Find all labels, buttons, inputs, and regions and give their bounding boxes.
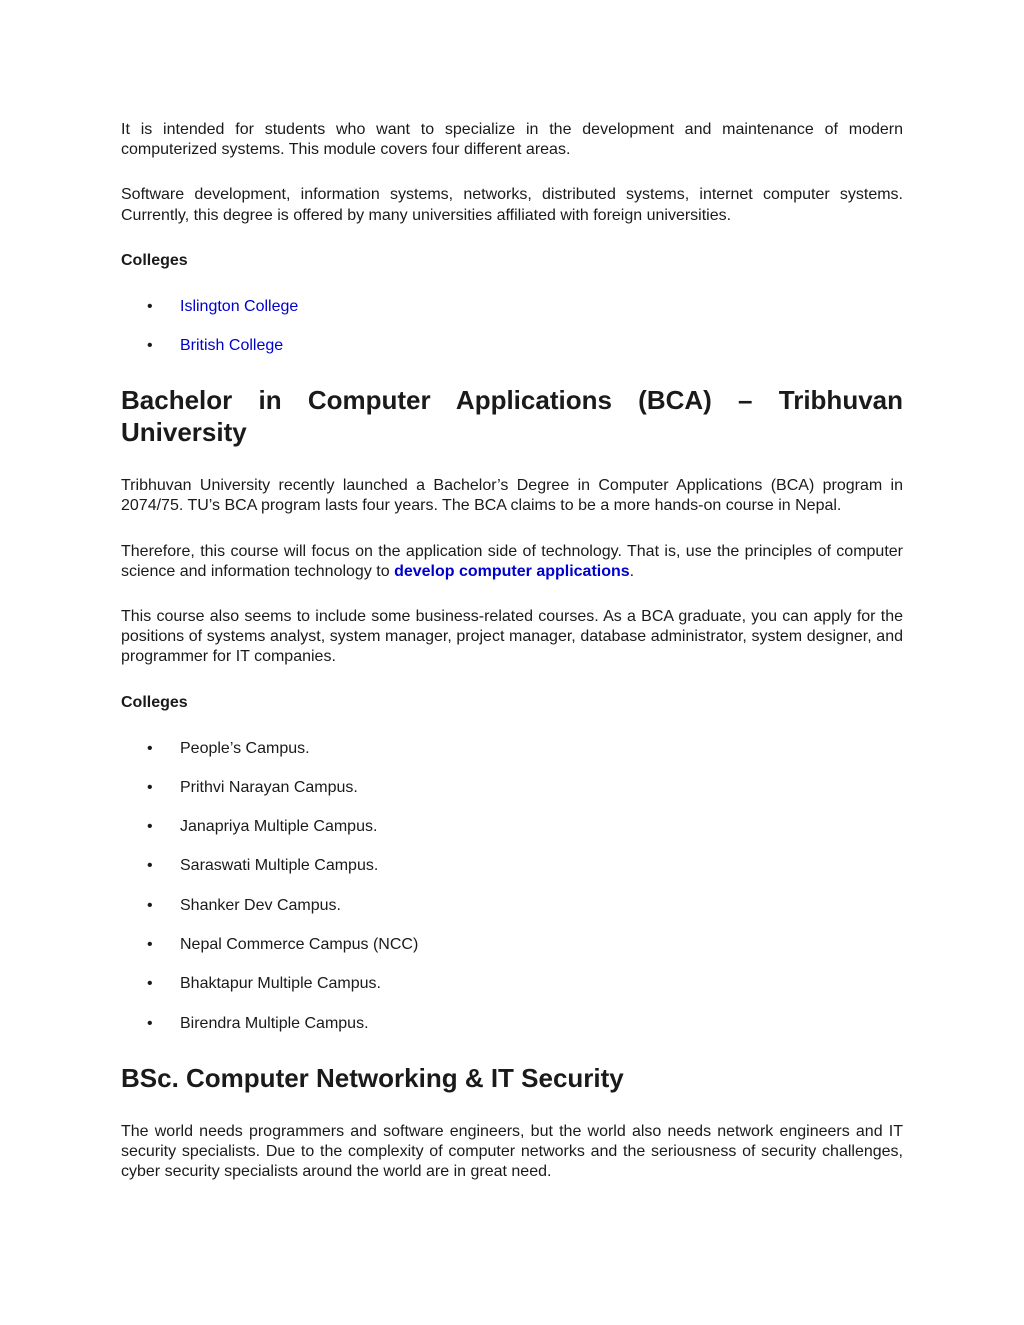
bullet-icon: • [147, 896, 153, 914]
intro-paragraph-1: It is intended for students who want to specialize in the development and maintenance of modern computerized systems. This module covers four different areas. [121, 121, 903, 159]
college-link-islington[interactable]: Islington College [180, 297, 299, 315]
bullet-icon: • [147, 1014, 153, 1032]
bullet-icon: • [147, 337, 153, 355]
college-name: Shanker Dev Campus. [180, 896, 341, 914]
college-name: People’s Campus. [180, 739, 310, 757]
list-item [121, 817, 903, 837]
list-item [121, 297, 903, 317]
bullet-icon: • [147, 936, 153, 954]
list-item [121, 856, 903, 876]
bullet-icon: • [147, 857, 153, 875]
bullet-icon: • [147, 739, 153, 757]
intro-college-list [121, 297, 903, 356]
intro-paragraph-2: Software development, information systems, networks, distributed systems, internet computer systems. Currently, this degree is offered by many universities affiliated with foreign universities. [121, 186, 903, 224]
bca-section-title: Bachelor in Computer Applications (BCA) – Tribhuvan University [121, 385, 903, 448]
college-name: Saraswati Multiple Campus. [180, 857, 379, 875]
college-name: Nepal Commerce Campus (NCC) [180, 936, 419, 954]
networking-section-title: BSc. Computer Networking & IT Security [121, 1062, 624, 1093]
colleges-heading: Colleges [121, 251, 188, 269]
bca-paragraph-3: This course also seems to include some business-related courses. As a BCA graduate, you can apply for the positions of systems analyst, system manager, project manager, database administrator, system designer, and programmer for IT companies. [121, 607, 903, 666]
develop-computer-applications-link[interactable]: develop computer applications [394, 562, 630, 580]
bca-paragraph-2 [121, 542, 903, 582]
bullet-icon: • [147, 975, 153, 993]
list-item [121, 778, 903, 798]
bca-paragraph-2-text: Therefore, this course will focus on the application side of technology. That is, use the principles of computer science and information technology to [121, 542, 903, 580]
bullet-icon: • [147, 818, 153, 836]
document-page [121, 120, 903, 1207]
list-item [121, 935, 903, 955]
college-name: Birendra Multiple Campus. [180, 1014, 369, 1032]
colleges-heading: Colleges [121, 693, 188, 711]
bca-paragraph-1: Tribhuvan University recently launched a Bachelor’s Degree in Computer Applications (BCA) program in 2074/75. TU’s BCA program lasts four years. The BCA claims to be a more hands-on course in Nepal. [121, 477, 903, 515]
list-item [121, 1014, 903, 1034]
bca-paragraph-2-end: . [629, 562, 635, 580]
college-link-british[interactable]: British College [180, 337, 284, 355]
list-item [121, 336, 903, 356]
list-item [121, 739, 903, 759]
college-name: Bhaktapur Multiple Campus. [180, 975, 381, 993]
bullet-icon: • [147, 778, 153, 796]
list-item [121, 896, 903, 916]
college-name: Prithvi Narayan Campus. [180, 778, 358, 796]
bca-college-list [121, 739, 903, 1034]
bullet-icon: • [147, 297, 153, 315]
networking-paragraph-1: The world needs programmers and software engineers, but the world also needs network engineers and IT security specialists. Due to the complexity of computer networks and the seriousness of security challenges, cyber security specialists around the world are in great need. [121, 1122, 903, 1181]
college-name: Janapriya Multiple Campus. [180, 818, 378, 836]
list-item [121, 974, 903, 994]
